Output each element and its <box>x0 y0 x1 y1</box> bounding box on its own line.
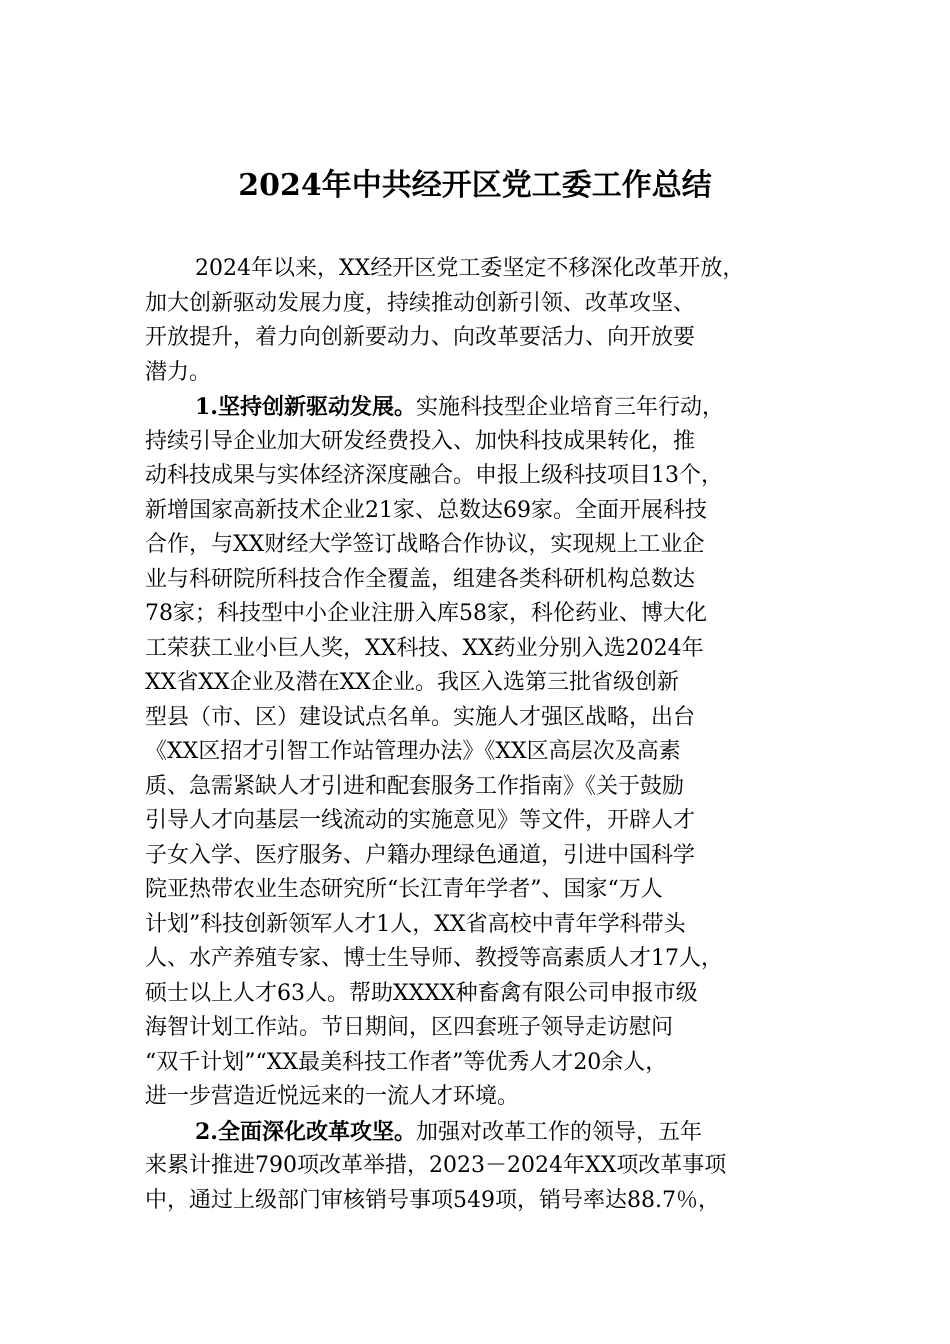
section-heading: 2.全面深化改革攻坚。 <box>195 1118 416 1145</box>
paragraph-line: 合作，与XX财经大学签订战略合作协议，实现规上工业企 <box>145 532 705 557</box>
paragraph-line: 引导人才向基层一线流动的实施意见》等文件，开辟人才 <box>145 808 696 833</box>
paragraph-line: 78家；科技型中小企业注册入库58家，科伦药业、博大化 <box>145 601 707 626</box>
paragraph-line: 院亚热带农业生态研究所“长江青年学者”、国家“万人 <box>145 877 663 902</box>
paragraph-line: “双千计划”“XX最美科技工作者”等优秀人才20余人， <box>145 1049 668 1075</box>
paragraph-line: 工荣获工业小巨人奖，XX科技、XX药业分别入选2024年 <box>145 635 704 661</box>
paragraph-line: 动科技成果与实体经济深度融合。申报上级科技项目13个， <box>145 463 723 488</box>
paragraph-line: 来累计推进790项改革举措，2023－2024年XX项改革事项 <box>145 1153 727 1178</box>
paragraph-line: 加大创新驱动发展力度，持续推动创新引领、改革攻坚、 <box>145 290 696 316</box>
paragraph-line: 持续引导企业加大研发经费投入、加快科技成果转化，推 <box>145 428 696 454</box>
paragraph-line: 质、急需紧缺人才引进和配套服务工作指南》《关于鼓励 <box>145 773 685 799</box>
paragraph-line: 计划”科技创新领军人才1人，XX省高校中青年学科带头 <box>145 911 686 937</box>
document-title: 2024年中共经开区党工委工作总结 <box>238 168 712 203</box>
paragraph-line: 人、水产养殖专家、博士生导师、教授等高素质人才17人， <box>145 946 723 971</box>
document-body <box>145 252 815 1218</box>
paragraph-line: 子女入学、医疗服务、户籍办理绿色通道，引进中国科学 <box>145 842 696 868</box>
paragraph-line: 进一步营造近悦远来的一流人才环境。 <box>145 1084 520 1109</box>
section-heading: 1.坚持创新驱动发展。 <box>195 394 416 420</box>
paragraph-line: 开放提升，着力向创新要动力、向改革要活力、向开放要 <box>145 325 696 350</box>
paragraph-line: 潜力。 <box>145 359 212 385</box>
section-first-line <box>145 1115 815 1150</box>
paragraph-line: 新增国家高新技术企业21家、总数达69家。全面开展科技 <box>145 497 707 523</box>
paragraph-line: XX省XX企业及潜在XX企业。我区入选第三批省级创新 <box>145 670 679 695</box>
section-first-line <box>145 390 815 425</box>
paragraph-text: 实施科技型企业培育三年行动， <box>415 395 724 420</box>
paragraph-line: 业与科研院所科技合作全覆盖，组建各类科研机构总数达 <box>145 566 696 592</box>
paragraph-line: 硕士以上人才63人。帮助XXXX种畜禽有限公司申报市级 <box>145 980 698 1006</box>
paragraph-line: 《XX区招才引智工作站管理办法》《XX区高层次及高素 <box>145 739 681 764</box>
paragraph-line: 中，通过上级部门审核销号事项549项，销号率达88.7％， <box>145 1187 720 1213</box>
paragraph-line: 2024年以来，XX经开区党工委坚定不移深化改革开放， <box>195 256 745 281</box>
paragraph-line: 型县（市、区）建设试点名单。实施人才强区战略，出台 <box>145 704 696 730</box>
paragraph-text: 加强对改革工作的领导，五年 <box>415 1119 702 1145</box>
paragraph-line: 海智计划工作站。节日期间，区四套班子领导走访慰问 <box>145 1015 674 1040</box>
